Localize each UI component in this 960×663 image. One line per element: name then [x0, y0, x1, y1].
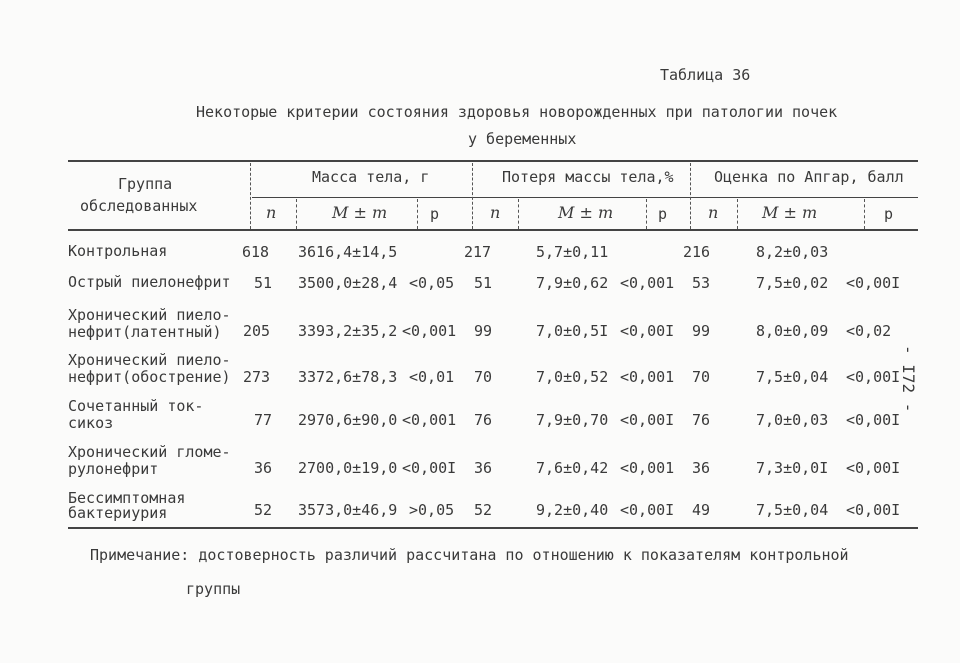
cell-loss: 7,9±0,70 [536, 411, 609, 429]
cell-p-apgar: <0,00I [846, 501, 901, 519]
cell-mass: 3573,0±46,9 [298, 501, 398, 519]
header-mass: Масса тела, г [312, 168, 430, 186]
cell-apgar: 7,5±0,04 [756, 501, 829, 519]
cell-p-loss: <0,00I [620, 501, 675, 519]
row-label: Сочетанный ток- [68, 397, 204, 415]
header-mm-apgar: M ± m [762, 203, 818, 222]
sub-divider-6 [864, 199, 865, 229]
note-line2: группы [186, 580, 241, 598]
cell-p-loss: <0,00I [620, 411, 675, 429]
cell-apgar: 7,0±0,03 [756, 411, 829, 429]
cell-p-mass: <0,00I [402, 459, 457, 477]
row-label: Острый пиелонефрит [68, 273, 231, 291]
cell-loss: 7,6±0,42 [536, 459, 609, 477]
table-bottom-rule [68, 527, 918, 529]
cell-n-apgar: 36 [692, 459, 711, 477]
cell-n-loss: 51 [474, 274, 493, 292]
header-loss: Потеря массы тела,% [502, 168, 674, 186]
cell-apgar: 8,0±0,09 [756, 322, 829, 340]
cell-apgar: 8,2±0,03 [756, 243, 829, 261]
row-label: Хронический гломе- [68, 443, 231, 461]
cell-p-apgar: <0,00I [846, 459, 901, 477]
header-bottom-rule [68, 229, 918, 231]
cell-p-apgar: <0,02 [846, 322, 892, 340]
cell-p-apgar: <0,00I [846, 274, 901, 292]
cell-p-apgar: <0,00I [846, 368, 901, 386]
col-divider-loss [690, 163, 691, 229]
row-label-cont: бактериурия [68, 504, 168, 522]
row-label-cont: рулонефрит [68, 460, 159, 478]
cell-mass: 2700,0±19,0 [298, 459, 398, 477]
page-number: - I72 - [899, 345, 918, 413]
cell-n-apgar: 76 [692, 411, 711, 429]
header-mm-loss: M ± m [558, 203, 614, 222]
sub-divider-5 [737, 199, 738, 229]
header-group-line2: обследованных [80, 197, 198, 215]
cell-n-loss: 76 [474, 411, 493, 429]
cell-n-mass: 36 [254, 459, 273, 477]
header-sub-rule [252, 197, 918, 198]
cell-p-mass: <0,05 [409, 274, 455, 292]
col-divider-group [250, 163, 251, 229]
table-title-line1: Некоторые критерии состояния здоровья новорожденных при патологии почек [196, 103, 838, 121]
cell-mass: 3616,4±14,5 [298, 243, 398, 261]
cell-mass: 2970,6±90,0 [298, 411, 398, 429]
row-label: Хронический пиело- [68, 351, 231, 369]
header-apgar: Оценка по Апгар, балл [714, 168, 904, 186]
cell-loss: 7,9±0,62 [536, 274, 609, 292]
header-p-mass: p [430, 205, 440, 223]
table-top-rule [68, 160, 918, 162]
cell-p-loss: <0,001 [620, 274, 675, 292]
cell-n-mass: 51 [254, 274, 273, 292]
cell-mass: 3393,2±35,2 [298, 322, 398, 340]
sub-divider-1 [296, 199, 297, 229]
header-p-apgar: p [884, 205, 894, 223]
cell-n-mass: 273 [243, 368, 271, 386]
sub-divider-4 [646, 199, 647, 229]
sub-divider-3 [518, 199, 519, 229]
cell-p-loss: <0,001 [620, 459, 675, 477]
cell-p-loss: <0,00I [620, 322, 675, 340]
cell-loss: 5,7±0,11 [536, 243, 609, 261]
cell-mass: 3372,6±78,3 [298, 368, 398, 386]
cell-n-apgar: 70 [692, 368, 711, 386]
cell-apgar: 7,3±0,0I [756, 459, 829, 477]
row-label: Контрольная [68, 242, 168, 260]
cell-p-mass: <0,001 [402, 411, 457, 429]
cell-n-apgar: 216 [683, 243, 711, 261]
cell-n-apgar: 49 [692, 501, 711, 519]
header-n-mass: n [266, 203, 277, 222]
cell-apgar: 7,5±0,04 [756, 368, 829, 386]
cell-p-mass: <0,01 [409, 368, 455, 386]
cell-n-mass: 77 [254, 411, 273, 429]
row-label: Бессимптомная [68, 489, 186, 507]
cell-n-mass: 618 [242, 243, 270, 261]
cell-p-apgar: <0,00I [846, 411, 901, 429]
cell-loss: 7,0±0,5I [536, 322, 609, 340]
header-n-apgar: n [708, 203, 719, 222]
cell-n-loss: 36 [474, 459, 493, 477]
header-mm-mass: M ± m [332, 203, 388, 222]
header-n-loss: n [490, 203, 501, 222]
row-label-cont: нефрит(латентный) [68, 323, 222, 341]
cell-mass: 3500,0±28,4 [298, 274, 398, 292]
cell-p-mass: <0,001 [402, 322, 457, 340]
cell-loss: 7,0±0,52 [536, 368, 609, 386]
cell-n-apgar: 53 [692, 274, 711, 292]
cell-n-loss: 217 [464, 243, 492, 261]
note-line1: Примечание: достоверность различий рассчитана по отношению к показателям контрольной [90, 546, 849, 564]
row-label-cont: нефрит(обострение) [68, 368, 231, 386]
cell-p-mass: >0,05 [409, 501, 455, 519]
col-divider-mass [472, 163, 473, 229]
cell-n-mass: 205 [243, 322, 271, 340]
cell-apgar: 7,5±0,02 [756, 274, 829, 292]
cell-loss: 9,2±0,40 [536, 501, 609, 519]
cell-n-loss: 70 [474, 368, 493, 386]
header-group-line1: Группа [118, 175, 173, 193]
row-label: Хронический пиело- [68, 306, 231, 324]
header-p-loss: p [658, 205, 668, 223]
cell-n-apgar: 99 [692, 322, 711, 340]
cell-n-loss: 99 [474, 322, 493, 340]
table-title-line2: у беременных [468, 130, 577, 148]
cell-p-loss: <0,001 [620, 368, 675, 386]
cell-n-mass: 52 [254, 501, 273, 519]
cell-n-loss: 52 [474, 501, 493, 519]
row-label-cont: сикоз [68, 414, 114, 432]
sub-divider-2 [417, 199, 418, 229]
table-number: Таблица 36 [660, 66, 751, 84]
